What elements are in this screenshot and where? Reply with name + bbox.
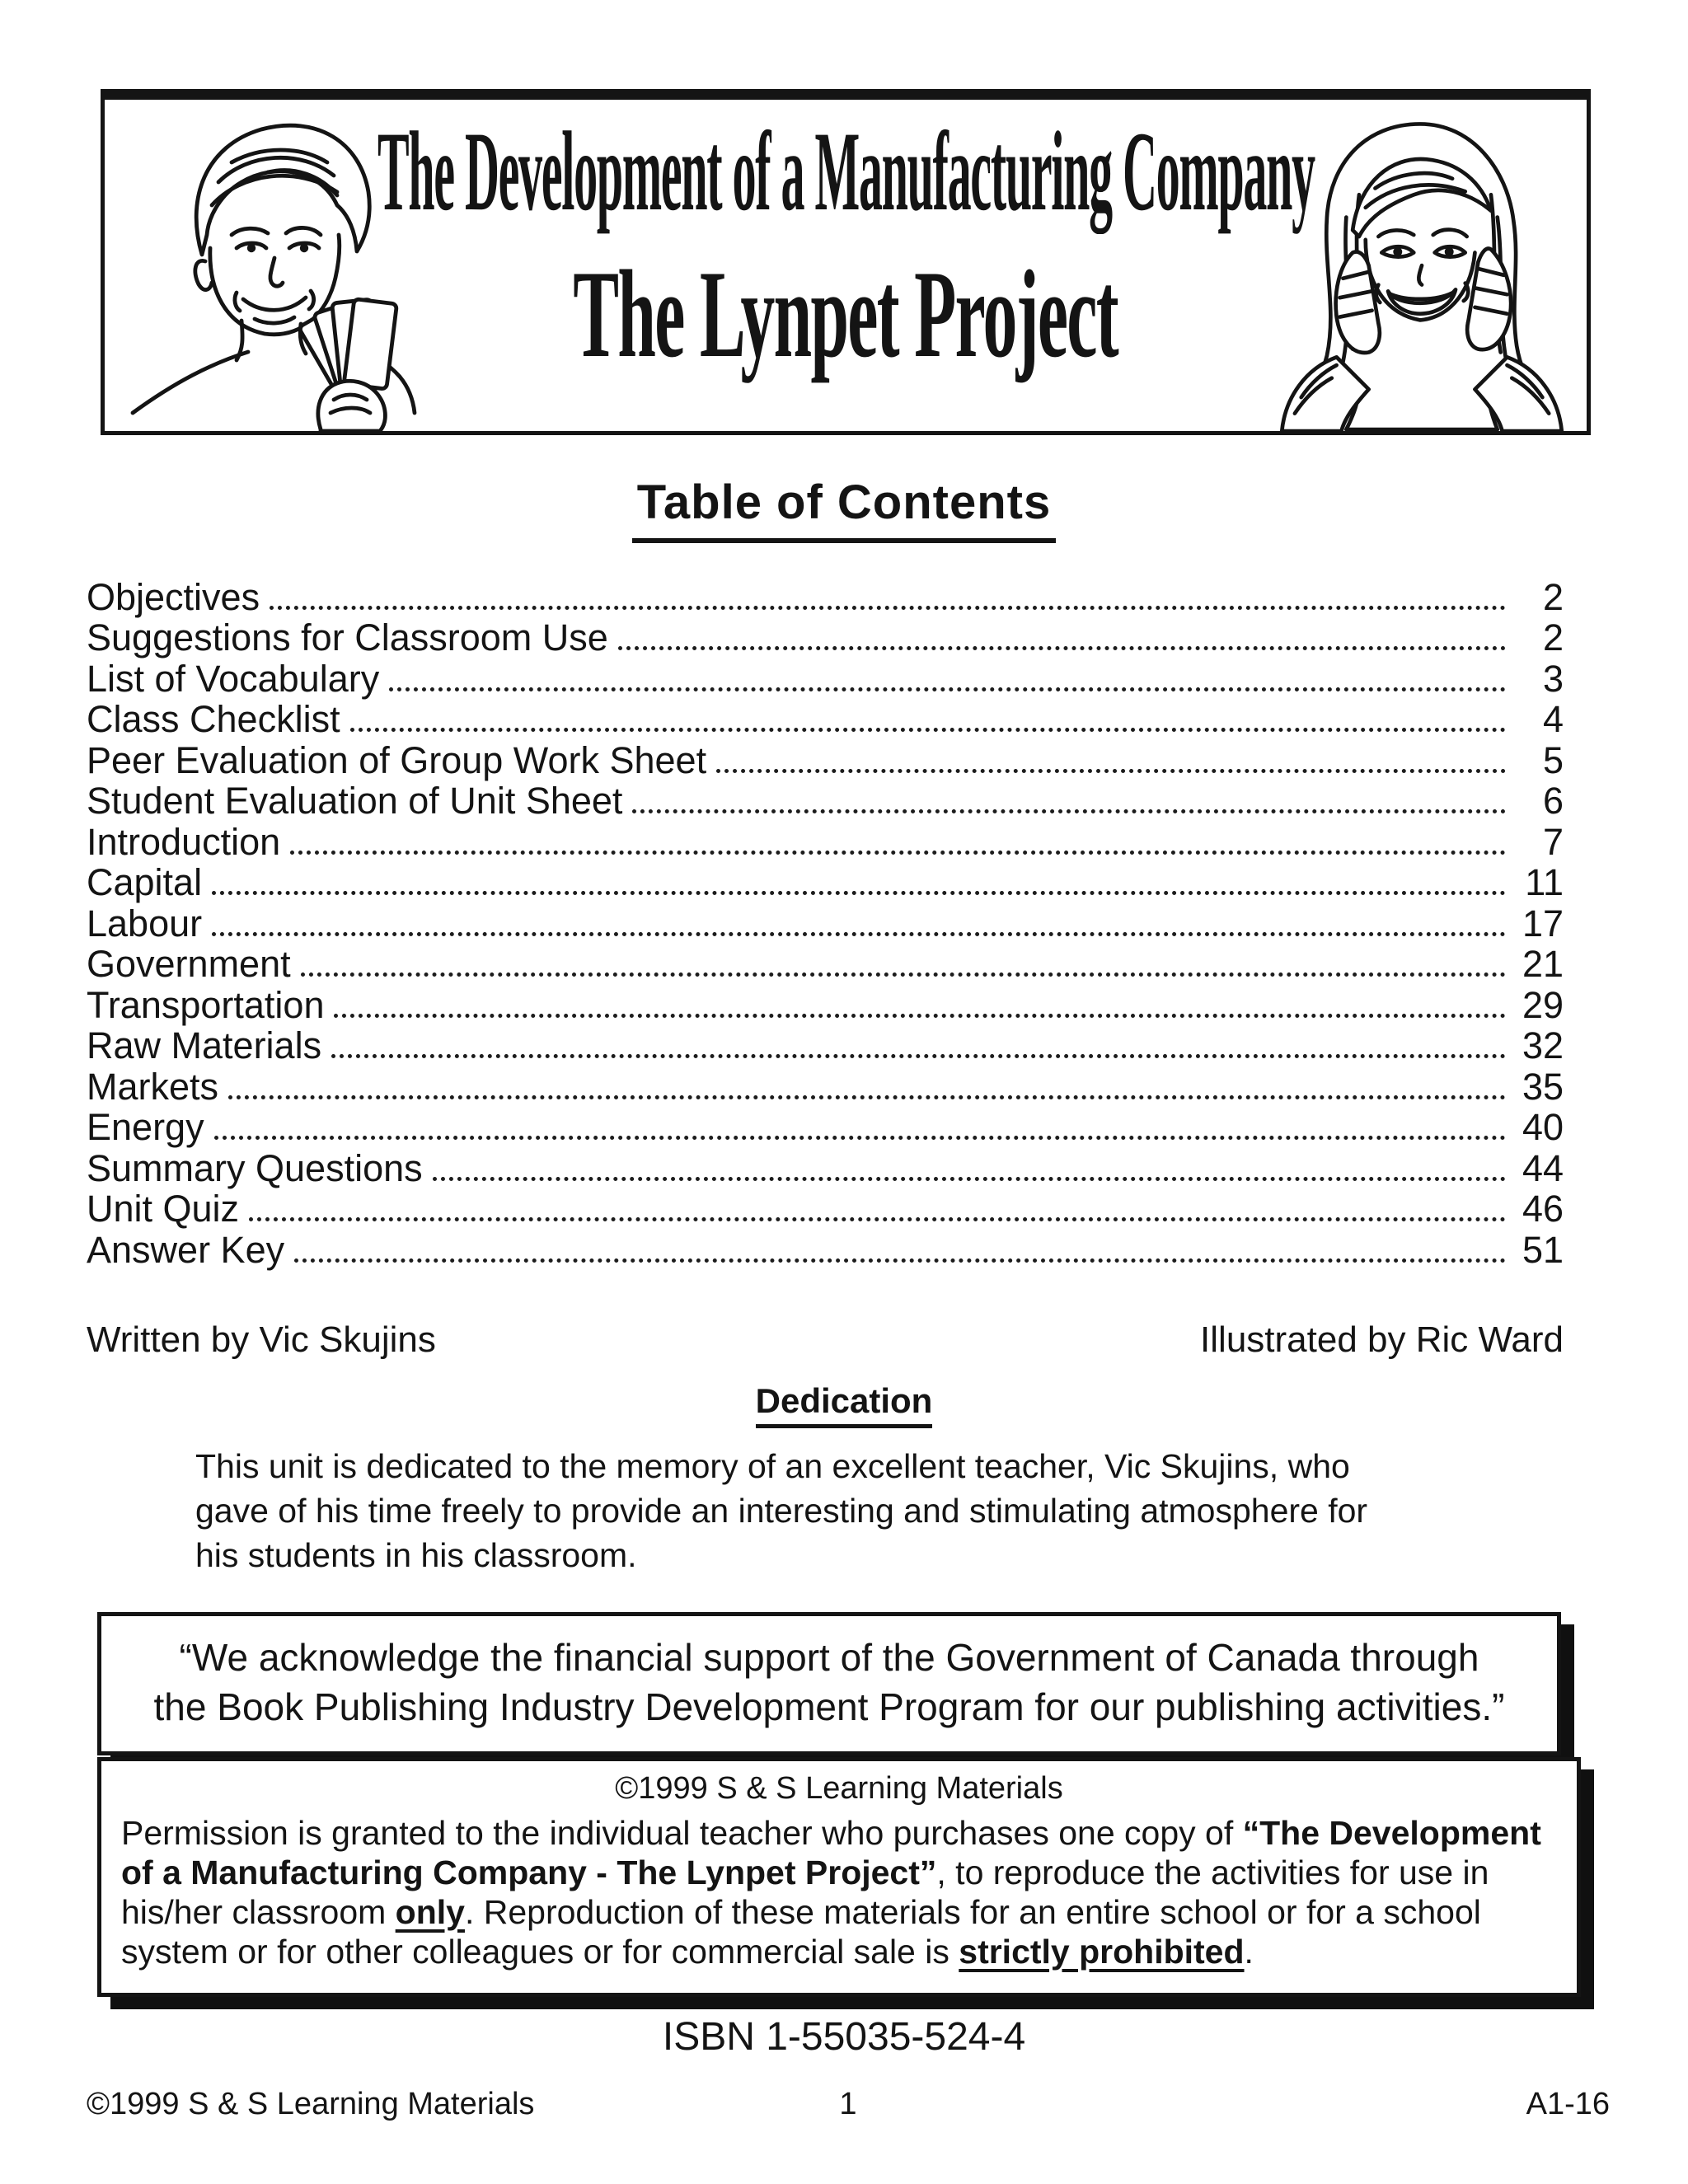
dotted-leader	[716, 769, 1506, 773]
dotted-leader	[212, 932, 1506, 936]
isbn-text: ISBN 1-55035-524-4	[662, 2015, 1026, 2059]
toc-entry-label: Labour	[87, 902, 203, 944]
acknowledgement-line: the Book Publishing Industry Development Program for our publishing activities.”	[153, 1685, 1505, 1728]
toc-page-number: 3	[1542, 657, 1564, 700]
toc-row	[87, 821, 1564, 862]
toc-row	[87, 658, 1564, 699]
toc-entry-label: Markets	[87, 1065, 219, 1108]
dotted-leader	[228, 1095, 1506, 1099]
dedication-heading: Dedication	[0, 1381, 1688, 1428]
header-titles	[377, 100, 1315, 431]
toc-entry-label: Summary Questions	[87, 1146, 423, 1189]
toc-page-number: 40	[1522, 1106, 1564, 1148]
toc-page-number: 7	[1542, 820, 1564, 863]
dotted-leader	[389, 687, 1506, 691]
toc-entry-label: Peer Evaluation of Group Work Sheet	[87, 738, 707, 781]
girl-sketch-drawing	[1262, 105, 1585, 434]
dotted-leader	[334, 1014, 1506, 1018]
permission-box	[97, 1757, 1581, 1997]
toc-row	[87, 617, 1564, 658]
permission-only-emphasis: only	[395, 1893, 465, 1931]
toc-heading: Table of Contents	[0, 475, 1688, 543]
permission-segment: . Reproduction of these materials for an entire school or for a school system or for other colleagues or for commercial sale is	[121, 1893, 1481, 1971]
toc-row	[87, 944, 1564, 985]
dedication-text	[195, 1444, 1367, 1577]
permission-title-bold: “The Development of a Manufacturing Company - The Lynpet Project”	[121, 1814, 1541, 1891]
dotted-leader	[249, 1217, 1506, 1221]
toc-entry-label: Raw Materials	[87, 1024, 322, 1066]
toc-row	[87, 1188, 1564, 1230]
toc-row	[87, 1147, 1564, 1188]
illustrated-by-credit: Illustrated by Ric Ward	[1200, 1319, 1564, 1360]
permission-segment: Permission is granted to the individual teacher who purchases one copy of	[121, 1814, 1243, 1852]
dotted-leader	[270, 606, 1506, 610]
dedication-line: This unit is dedicated to the memory of an excellent teacher, Vic Skujins, who	[195, 1447, 1350, 1485]
toc-row	[87, 699, 1564, 740]
toc-entry-label: Capital	[87, 861, 203, 903]
toc-page-number: 32	[1522, 1024, 1564, 1066]
footer-copyright: ©1999 S & S Learning Materials	[87, 2087, 535, 2121]
toc-row	[87, 739, 1564, 780]
credits-row	[87, 1319, 1564, 1361]
footer-page-number: 1	[839, 2087, 857, 2121]
toc-entry-label: Introduction	[87, 820, 281, 863]
dotted-leader	[350, 728, 1506, 732]
toc-row	[87, 902, 1564, 944]
toc-entry-label: Objectives	[87, 575, 260, 618]
table-of-contents	[87, 576, 1564, 1270]
footer-code: A1-16	[1526, 2087, 1610, 2121]
toc-page-number: 2	[1542, 616, 1564, 658]
acknowledgement-line: “We acknowledge the financial support of the Government of Canada through	[179, 1636, 1479, 1679]
toc-page-number: 2	[1542, 575, 1564, 618]
toc-row	[87, 1066, 1564, 1107]
acknowledgement-box	[97, 1612, 1561, 1755]
toc-row	[87, 576, 1564, 617]
toc-entry-label: Class Checklist	[87, 698, 340, 740]
toc-entry-label: Answer Key	[87, 1228, 285, 1271]
toc-row	[87, 1107, 1564, 1148]
toc-page-number: 44	[1522, 1146, 1564, 1189]
page-footer	[87, 2087, 1610, 2122]
toc-row	[87, 1229, 1564, 1270]
toc-row	[87, 1025, 1564, 1066]
dotted-leader	[212, 891, 1506, 895]
permission-prohibited-emphasis: strictly prohibited	[959, 1933, 1245, 1971]
dotted-leader	[433, 1177, 1506, 1181]
written-by-credit: Written by Vic Skujins	[87, 1319, 436, 1360]
toc-entry-label: Unit Quiz	[87, 1188, 240, 1230]
toc-page-number: 5	[1542, 738, 1564, 781]
permission-text	[121, 1813, 1557, 1971]
toc-entry-label: Energy	[87, 1106, 204, 1148]
dotted-leader	[290, 851, 1506, 855]
toc-row	[87, 780, 1564, 822]
dotted-leader	[331, 1054, 1506, 1058]
toc-page-number: 35	[1522, 1065, 1564, 1108]
dedication-line: his students in his classroom.	[195, 1536, 637, 1574]
toc-page-number: 11	[1525, 861, 1564, 903]
toc-page-number: 17	[1522, 902, 1564, 944]
permission-segment: , to reproduce the activities for use in his/her classroom	[121, 1854, 1489, 1931]
toc-entry-label: Government	[87, 943, 291, 985]
header-banner	[101, 89, 1591, 435]
toc-page-number: 21	[1522, 943, 1564, 985]
toc-page-number: 51	[1522, 1228, 1564, 1271]
dotted-leader	[618, 646, 1506, 650]
dotted-leader	[301, 972, 1506, 977]
toc-entry-label: Student Evaluation of Unit Sheet	[87, 780, 623, 822]
toc-entry-label: List of Vocabulary	[87, 657, 380, 700]
toc-page-number: 29	[1522, 983, 1564, 1026]
permission-copyright: ©1999 S & S Learning Materials	[615, 1771, 1063, 1806]
girl-illustration	[1262, 105, 1585, 434]
toc-page-number: 46	[1522, 1188, 1564, 1230]
toc-page-number: 6	[1542, 780, 1564, 822]
dotted-leader	[632, 809, 1506, 813]
toc-row	[87, 862, 1564, 903]
toc-entry-label: Transportation	[87, 983, 325, 1026]
toc-entry-label: Suggestions for Classroom Use	[87, 616, 608, 658]
main-title: The Development of a Manufacturing Company	[377, 108, 1315, 234]
toc-page-number: 4	[1542, 698, 1564, 740]
toc-row	[87, 984, 1564, 1025]
sub-title: The Lynpet Project	[573, 245, 1118, 383]
permission-segment: .	[1244, 1933, 1254, 1971]
dedication-line: gave of his time freely to provide an interesting and stimulating atmosphere for	[195, 1492, 1368, 1530]
dotted-leader	[294, 1258, 1506, 1263]
dotted-leader	[214, 1136, 1506, 1140]
